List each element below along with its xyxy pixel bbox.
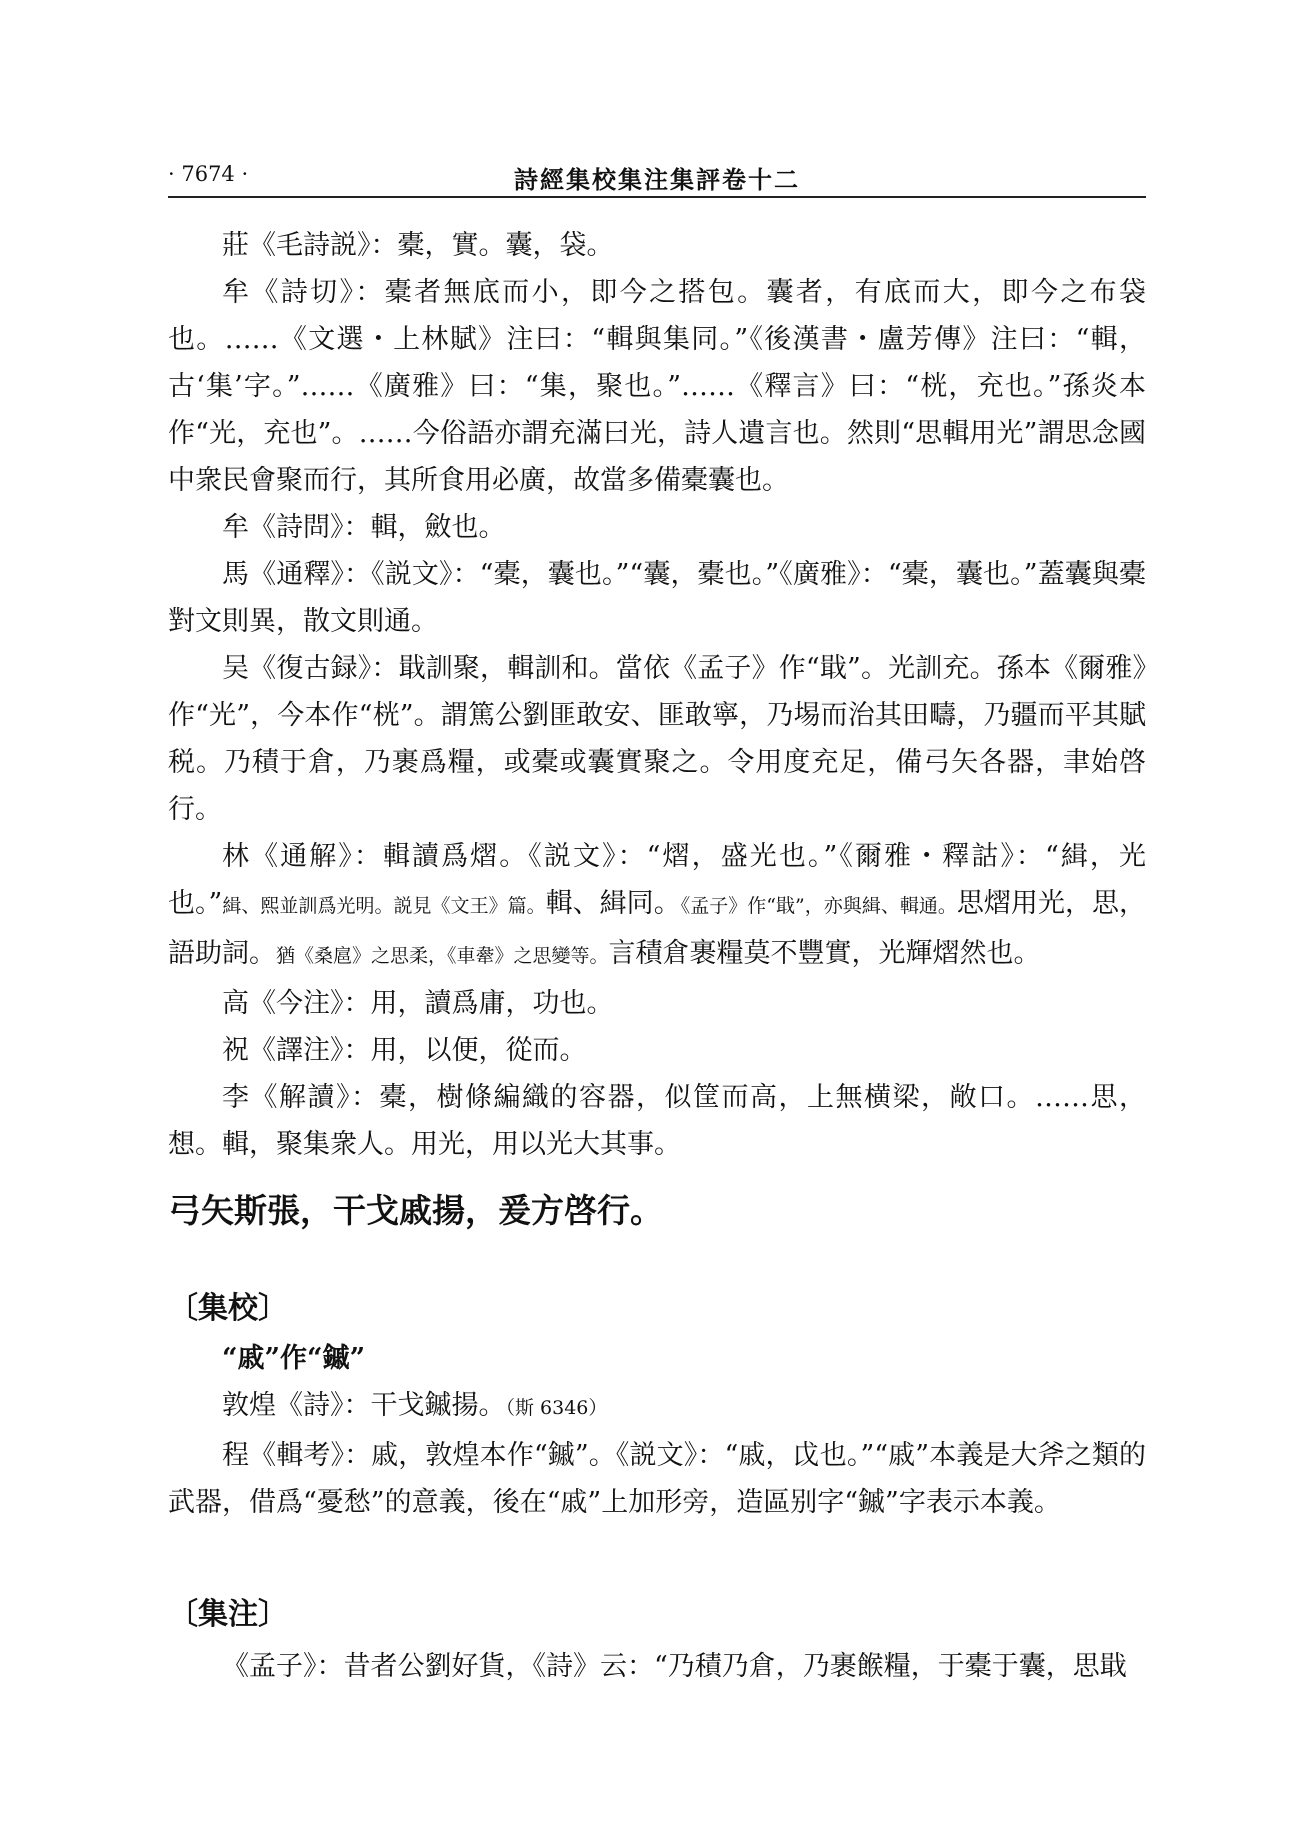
verse-line: 弓矢斯張，干戈戚揚，爰方啓行。 [168,1191,663,1230]
dunhuang-ref: （斯 6346） [505,1397,608,1419]
lin-small-3: 猶《桑扈》之思柔，《車舝》之思變等。 [276,945,609,967]
page-header [168,158,1146,198]
lin-text-2: 輯、緝同。 [545,888,681,919]
note-dunhuang [168,1382,1146,1432]
note-zhu-yizhu: 祝《譯注》：用，以便，從而。 [222,1035,587,1066]
note-gao-jinzhu: 高《今注》：用，讀爲庸，功也。 [222,988,614,1019]
jijiao-block [168,1335,1146,1526]
lin-text-3: 思熠用光，思，語助詞。 [168,888,1146,969]
note-zhuang: 莊《毛詩説》：橐，實。囊，袋。 [222,230,614,261]
header-rule [168,196,1146,198]
lin-small-1: 緝、熙並訓爲光明。説見《文王》篇。 [222,895,546,917]
lin-text-4: 言積倉裹糧莫不豐實，光輝熠然也。 [608,938,1041,969]
note-mou-shiqie: 牟《詩切》：橐者無底而小，即今之搭包。囊者，有底而大，即今之布袋也。……《文選・上林賦》注曰：“輯與集同。”《後漢書・盧芳傳》注曰：“輯，古‘集’字。”……《廣雅》曰：“集，聚也。”……《釋言》曰：“桄，充也。”孫炎本作“光，充也”。……今俗語亦謂充滿曰光，詩人遺言也。然則“思輯用光”謂思念國中衆民會聚而行，其所食用必廣，故當多備橐囊也。 [168,277,1146,496]
page-number: · 7674 · [168,162,249,186]
lin-text-1: 林《通解》：輯讀爲熠。《説文》：“熠，盛光也。”《爾雅・釋詁》：“緝，光也。” [168,841,1146,919]
running-title: 詩經集校集注集評卷十二 [514,165,800,194]
variant-heading: “戚”作“鏚” [222,1343,366,1374]
note-mengzi: 《孟子》：昔者公劉好貨，《詩》云：“乃積乃倉，乃裹餱糧，于橐于囊，思戢 [222,1651,1127,1682]
jizhu-block [168,1643,1146,1690]
lin-small-2: 《孟子》作“戢”，亦與緝、輯通。 [680,895,957,917]
dunhuang-text: 敦煌《詩》：干戈鏚揚。 [222,1390,506,1421]
note-wu-fugulu: 吴《復古録》：戢訓聚，輯訓和。當依《孟子》作“戢”。光訓充。孫本《爾雅》作“光”，今本作“桄”。謂篤公劉匪敢安、匪敢寧，乃埸而治其田疇，乃疆而平其賦税。乃積于倉，乃裹爲糧，或橐或囊實聚之。令用度充足，備弓矢各器，聿始啓行。 [168,653,1146,825]
section-heading-jizhu: 〔集注〕 [168,1597,288,1632]
commentary-block [168,222,1146,1168]
note-lin-tongjie [168,833,1146,980]
note-ma-tongshi: 馬《通釋》：《説文》：“橐，囊也。”“囊，橐也。”《廣雅》：“橐，囊也。”蓋囊與橐對文則異，散文則通。 [168,559,1146,637]
note-mou-shiwen: 牟《詩問》：輯，斂也。 [222,512,506,543]
note-cheng-jikao: 程《輯考》：戚，敦煌本作“鏚”。《説文》：“戚，戉也。”“戚”本義是大斧之類的武器，借爲“憂愁”的意義，後在“戚”上加形旁，造區别字“鏚”字表示本義。 [168,1440,1146,1518]
section-heading-jijiao: 〔集校〕 [168,1291,288,1326]
note-li-jiedu: 李《解讀》：橐，樹條編織的容器，似筐而高，上無横梁，敞口。……思，想。輯，聚集衆人。用光，用以光大其事。 [168,1082,1146,1160]
